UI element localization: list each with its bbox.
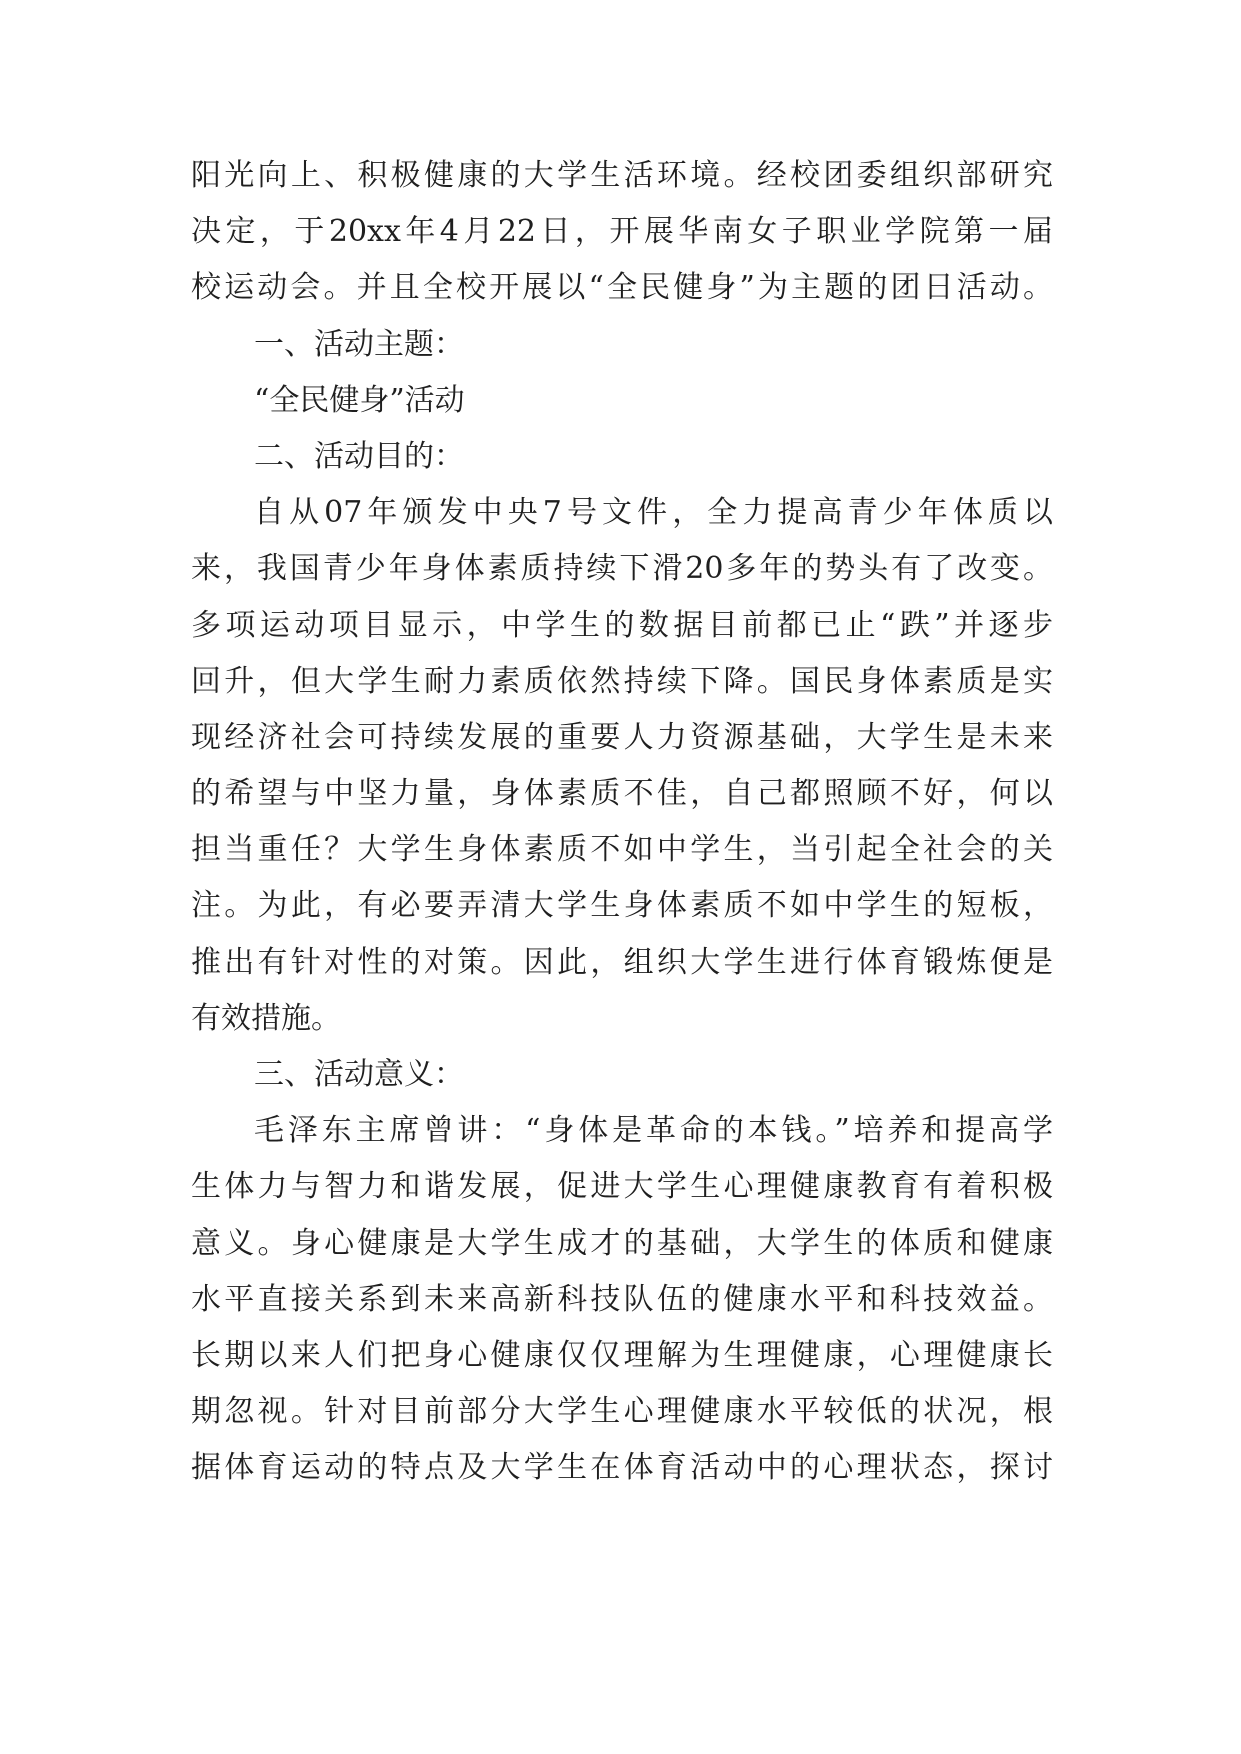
text-line: “全民健身”活动	[254, 382, 465, 418]
text-line: 意义。身心健康是大学生成才的基础，大学生的体质和健康	[191, 1225, 1053, 1261]
text-line: 一、活动主题：	[254, 326, 464, 362]
text-line: 生体力与智力和谐发展，促进大学生心理健康教育有着积极	[191, 1169, 1053, 1205]
text-line: 毛泽东主席曾讲：“身体是革命的本钱。”培养和提高学	[254, 1113, 1053, 1149]
text-line: 注。为此，有必要弄清大学生身体素质不如中学生的短板，	[191, 888, 1053, 924]
text-line: 推出有针对性的对策。因此，组织大学生进行体育锻炼便是	[191, 944, 1053, 980]
text-line: 现经济社会可持续发展的重要人力资源基础，大学生是未来	[191, 719, 1053, 755]
text-line: 来，我国青少年身体素质持续下滑20多年的势头有了改变。	[191, 551, 1053, 587]
document-body	[191, 148, 1053, 1497]
text-line: 决定，于20xx年4月22日，开展华南女子职业学院第一届	[191, 214, 1053, 250]
text-line: 阳光向上、积极健康的大学生活环境。经校团委组织部研究	[191, 158, 1053, 193]
text-line: 多项运动项目显示，中学生的数据目前都已止“跌”并逐步	[191, 607, 1053, 643]
text-line: 的希望与中坚力量，身体素质不佳，自己都照顾不好，何以	[191, 776, 1053, 812]
text-line: 二、活动目的：	[254, 438, 464, 474]
text-line: 回升，但大学生耐力素质依然持续下降。国民身体素质是实	[191, 663, 1053, 699]
text-line: 担当重任？大学生身体素质不如中学生，当引起全社会的关	[191, 832, 1053, 868]
text-line: 据体育运动的特点及大学生在体育活动中的心理状态，探讨	[191, 1450, 1053, 1486]
text-line: 校运动会。并且全校开展以“全民健身”为主题的团日活动。	[191, 270, 1053, 306]
text-line: 有效措施。	[191, 1000, 341, 1036]
text-line: 水平直接关系到未来高新科技队伍的健康水平和科技效益。	[191, 1281, 1053, 1317]
text-line: 长期以来人们把身心健康仅仅理解为生理健康，心理健康长	[191, 1337, 1053, 1373]
text-line: 自从07年颁发中央7号文件，全力提高青少年体质以	[254, 495, 1053, 531]
text-line: 三、活动意义：	[254, 1057, 464, 1092]
text-line: 期忽视。针对目前部分大学生心理健康水平较低的状况，根	[191, 1394, 1053, 1430]
